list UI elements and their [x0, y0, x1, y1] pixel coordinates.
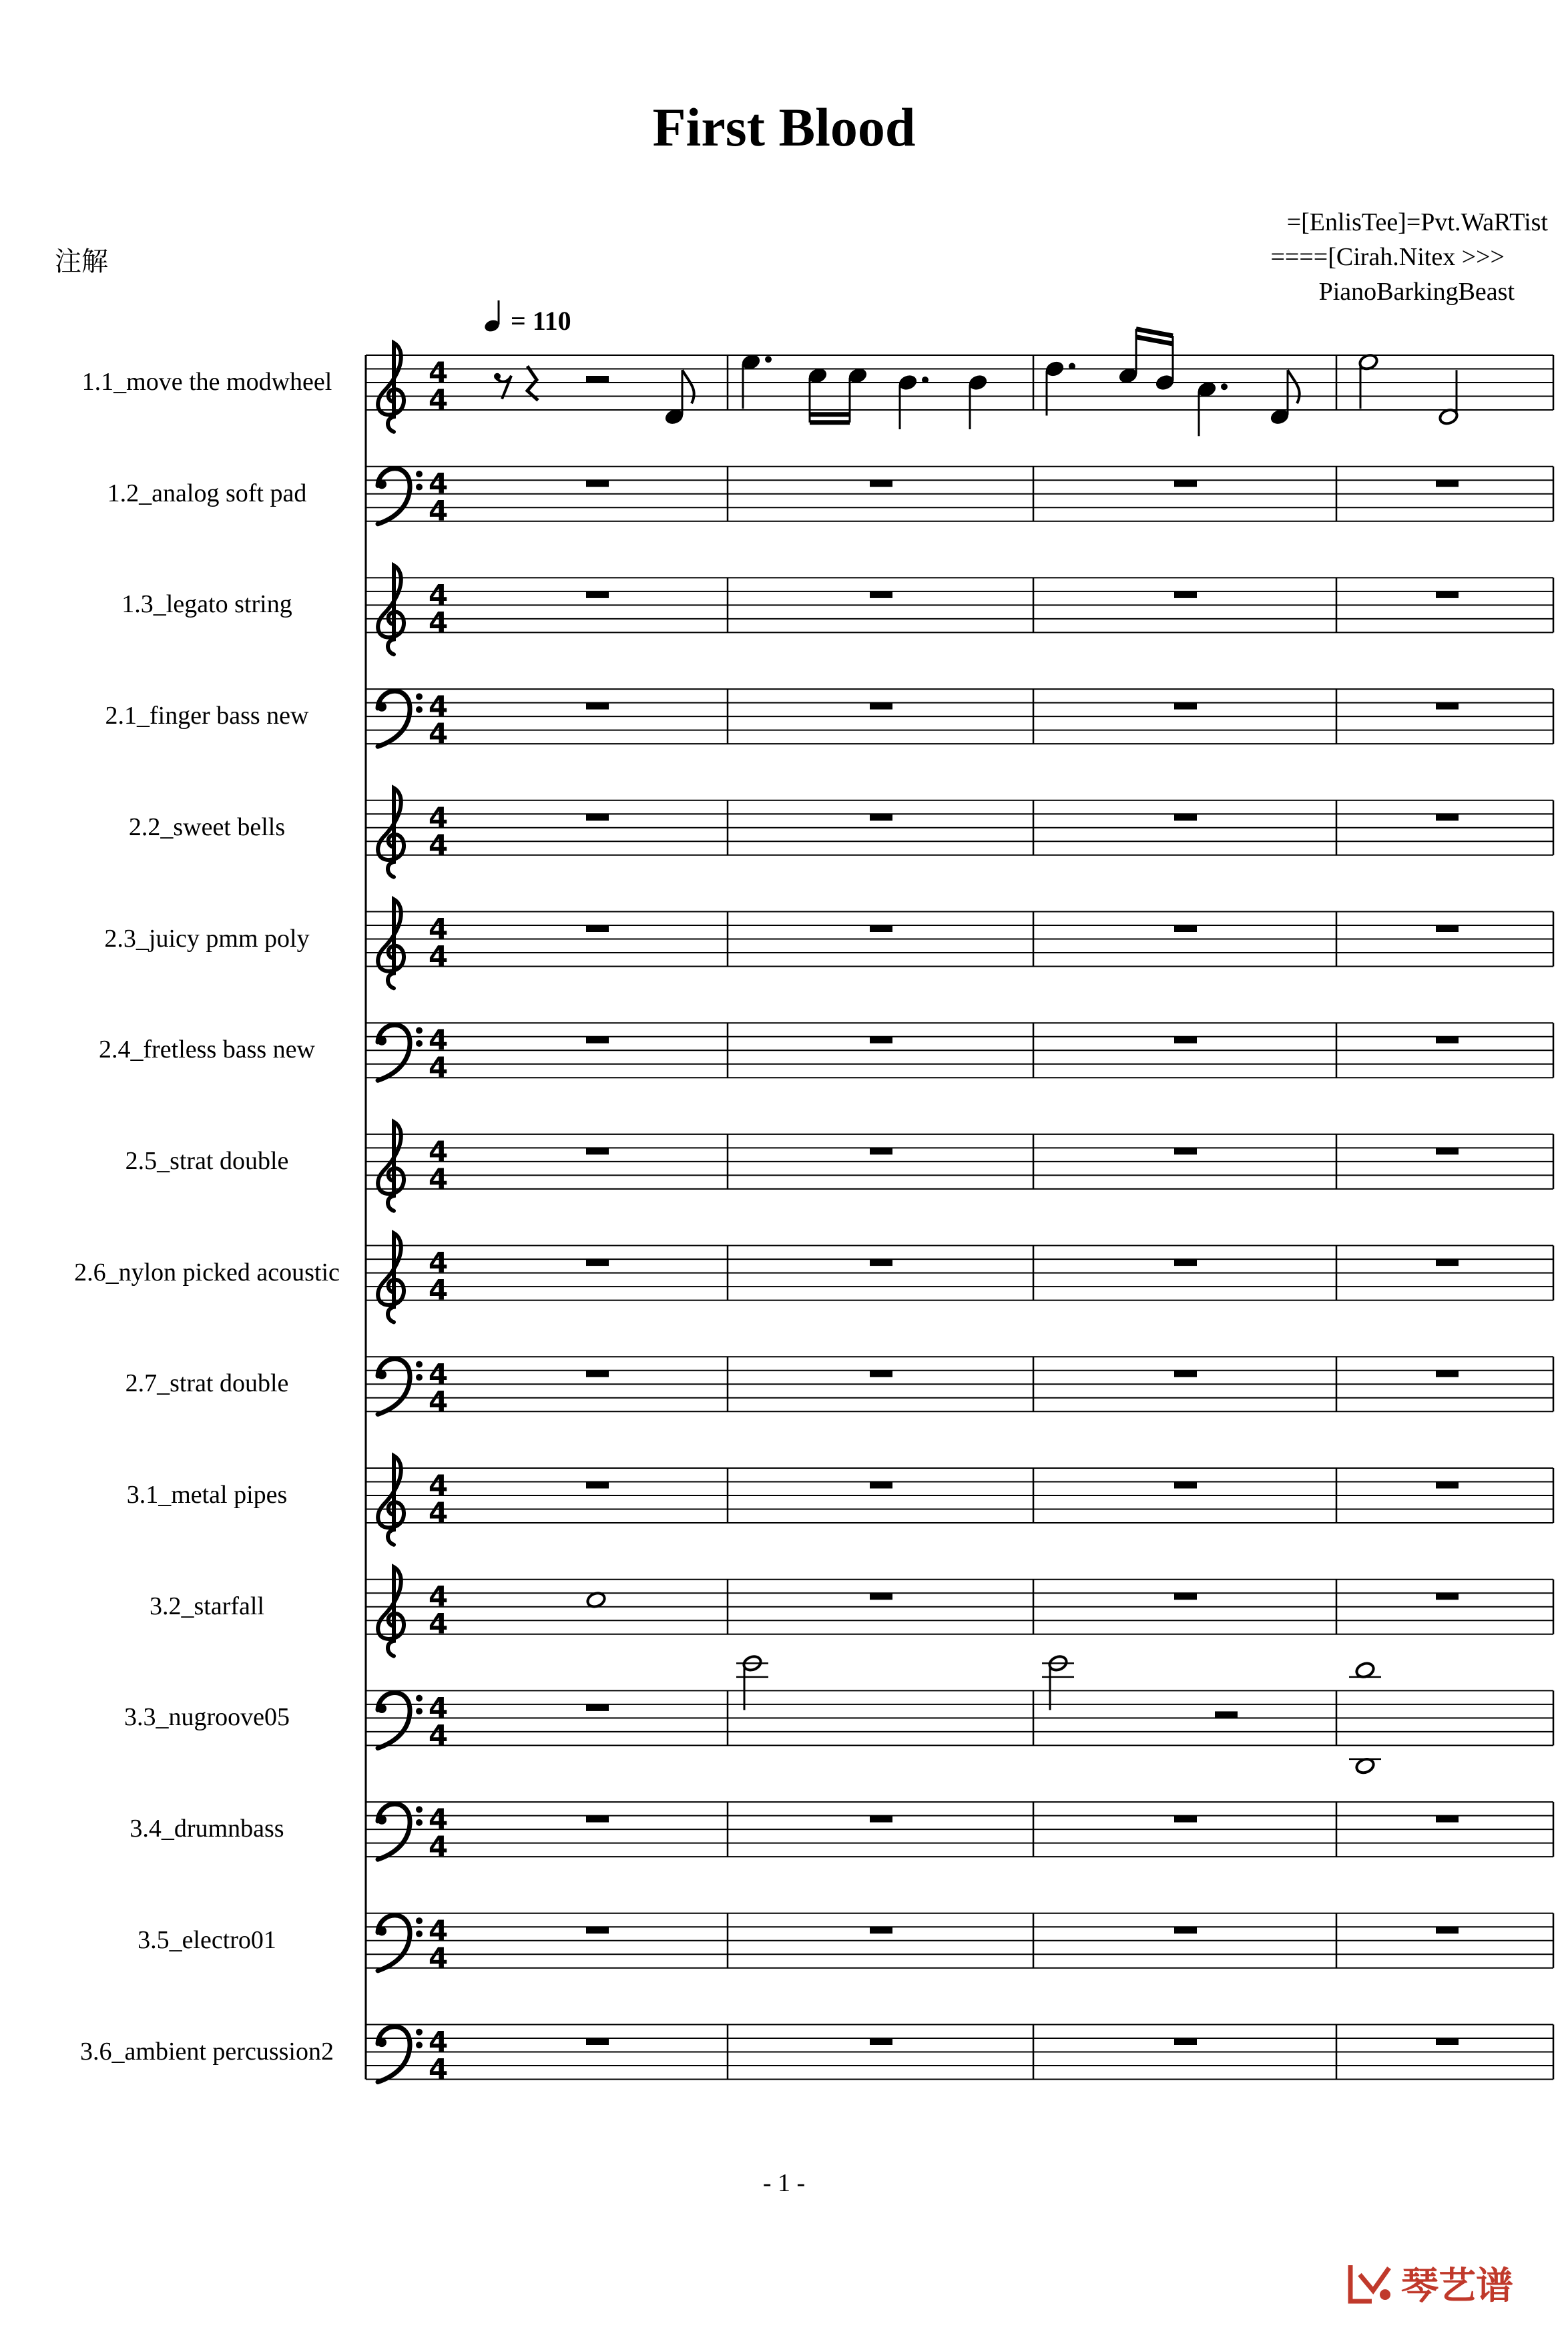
- time-signature-bottom: 4: [429, 1385, 449, 1418]
- whole-rest: [586, 1704, 609, 1711]
- whole-rest: [1436, 703, 1459, 710]
- whole-rest: [870, 1816, 892, 1823]
- whole-rest: [870, 592, 892, 598]
- time-signature-top: 4: [429, 1023, 449, 1057]
- whole-rest: [1436, 1037, 1459, 1043]
- whole-rest: [1174, 814, 1197, 821]
- whole-rest: [1174, 703, 1197, 710]
- whole-rest: [1436, 592, 1459, 598]
- instrument-label: 1.2_analog soft pad: [107, 479, 307, 507]
- bass-clef-dot-upper: [416, 2029, 423, 2036]
- whole-rest: [1174, 1927, 1197, 1933]
- treble-clef-icon: [378, 1233, 404, 1322]
- whole-rest: [586, 925, 609, 932]
- whole-rest: [1174, 1816, 1197, 1823]
- page-title: First Blood: [652, 97, 916, 158]
- instrument-label: 3.4_drumnbass: [129, 1815, 284, 1843]
- whole-rest: [1436, 1816, 1459, 1823]
- whole-rest: [1436, 480, 1459, 487]
- treble-clef-icon: [378, 788, 404, 877]
- bass-clef-dot-upper: [416, 1361, 423, 1368]
- time-signature-top: 4: [429, 1246, 449, 1279]
- bass-clef-icon: [378, 1915, 410, 1971]
- whole-rest: [586, 703, 609, 710]
- instrument-label: 3.2_starfall: [149, 1592, 264, 1620]
- whole-rest: [870, 480, 892, 487]
- logo-icon: [1345, 2260, 1396, 2307]
- time-signature-bottom: 4: [429, 1273, 449, 1307]
- instrument-label: 2.4_fretless bass new: [99, 1035, 315, 1064]
- whole-rest: [870, 703, 892, 710]
- time-signature-bottom: 4: [429, 1718, 449, 1752]
- bass-clef-dot-lower: [416, 483, 423, 490]
- time-signature-bottom: 4: [429, 1495, 449, 1529]
- whole-rest: [586, 814, 609, 821]
- instrument-label: 3.5_electro01: [138, 1925, 276, 1954]
- whole-rest: [586, 1482, 609, 1489]
- bass-clef-dot-lower: [416, 1374, 423, 1381]
- bass-clef-dot-upper: [416, 471, 423, 477]
- whole-rest: [1174, 1482, 1197, 1489]
- whole-rest: [586, 480, 609, 487]
- time-signature-bottom: 4: [429, 1607, 449, 1640]
- whole-rest: [1174, 1593, 1197, 1600]
- whole-rest: [1436, 1371, 1459, 1377]
- time-signature-top: 4: [429, 467, 449, 500]
- bass-clef-dot: [377, 1815, 386, 1825]
- time-signature-top: 4: [429, 1580, 449, 1613]
- note-beam: [1136, 329, 1173, 336]
- treble-clef-icon: [378, 1567, 404, 1656]
- annotation-label: 注解: [55, 246, 108, 277]
- whole-rest: [870, 814, 892, 821]
- instrument-label: 2.5_strat double: [125, 1146, 289, 1175]
- half-rest: [586, 376, 609, 383]
- whole-rest: [586, 1927, 609, 1933]
- note-flag: [1288, 370, 1300, 403]
- whole-rest: [870, 1259, 892, 1266]
- time-signature-top: 4: [429, 355, 449, 389]
- note-dot: [922, 377, 929, 383]
- time-signature-bottom: 4: [429, 494, 449, 527]
- bass-clef-dot-lower: [416, 2042, 423, 2048]
- whole-rest: [1174, 1259, 1197, 1266]
- bass-clef-dot-upper: [416, 1806, 423, 1813]
- whole-rest: [1436, 2038, 1459, 2045]
- watermark-logo: [1345, 2257, 1513, 2310]
- treble-clef-icon: [378, 343, 404, 432]
- whole-rest: [1436, 814, 1459, 821]
- bass-clef-icon: [378, 1359, 410, 1414]
- treble-clef-icon: [378, 565, 404, 654]
- note-dot: [765, 356, 772, 363]
- time-signature-bottom: 4: [429, 1941, 449, 1974]
- treble-clef-icon: [378, 1122, 404, 1210]
- time-signature-top: 4: [429, 912, 449, 945]
- note-beam: [1136, 337, 1173, 344]
- whole-rest: [586, 592, 609, 598]
- whole-rest: [870, 1593, 892, 1600]
- whole-rest: [1436, 1259, 1459, 1266]
- time-signature-bottom: 4: [429, 2052, 449, 2086]
- time-signature-top: 4: [429, 2025, 449, 2058]
- bass-clef-dot-upper: [416, 1027, 423, 1033]
- time-signature-bottom: 4: [429, 383, 449, 416]
- bass-clef-icon: [378, 1692, 410, 1748]
- bass-clef-icon: [378, 2027, 410, 2082]
- bass-clef-dot: [377, 1704, 386, 1713]
- instrument-label: 2.3_juicy pmm poly: [104, 924, 310, 953]
- time-signature-top: 4: [429, 690, 449, 723]
- whole-rest: [1174, 592, 1197, 598]
- instrument-label: 2.6_nylon picked acoustic: [74, 1258, 340, 1286]
- page-number: - 1 -: [762, 2169, 806, 2197]
- bass-clef-icon: [378, 691, 410, 746]
- bass-clef-dot-upper: [416, 1917, 423, 1924]
- bass-clef-dot: [377, 479, 386, 489]
- instrument-label: 2.2_sweet bells: [128, 812, 286, 841]
- whole-rest: [586, 1259, 609, 1266]
- bass-clef-dot-lower: [416, 1931, 423, 1937]
- time-signature-bottom: 4: [429, 828, 449, 861]
- instrument-label: 3.6_ambient percussion2: [80, 2037, 334, 2066]
- time-signature-top: 4: [429, 800, 449, 834]
- whole-rest: [1174, 925, 1197, 932]
- instrument-label: 1.3_legato string: [121, 590, 292, 619]
- time-signature-bottom: 4: [429, 717, 449, 750]
- time-signature-bottom: 4: [429, 1162, 449, 1195]
- quarter-rest: [527, 366, 538, 400]
- note-dot: [1069, 363, 1075, 370]
- whole-rest: [1436, 1593, 1459, 1600]
- bass-clef-icon: [378, 1025, 410, 1080]
- logo-text: 琴艺谱: [1401, 2265, 1513, 2308]
- whole-rest: [1436, 1482, 1459, 1489]
- bass-clef-dot-lower: [416, 1040, 423, 1047]
- whole-rest: [586, 1037, 609, 1043]
- time-signature-top: 4: [429, 1913, 449, 1947]
- whole-rest: [1436, 1148, 1459, 1154]
- bass-clef-dot-lower: [416, 706, 423, 713]
- instrument-label: 3.3_nugroove05: [123, 1703, 290, 1732]
- whole-rest: [870, 1927, 892, 1933]
- bass-clef-dot: [377, 1036, 386, 1045]
- bass-clef-dot-upper: [416, 693, 423, 700]
- whole-rest: [586, 1371, 609, 1377]
- bass-clef-dot-upper: [416, 1695, 423, 1702]
- note-dot: [1221, 383, 1228, 390]
- bass-clef-icon: [378, 1804, 410, 1859]
- bass-clef-dot-lower: [416, 1819, 423, 1826]
- bass-clef-dot: [377, 2038, 386, 2047]
- whole-rest: [586, 1148, 609, 1154]
- time-signature-top: 4: [429, 1468, 449, 1501]
- whole-rest: [870, 1371, 892, 1377]
- whole-rest: [870, 1482, 892, 1489]
- bass-clef-dot: [377, 1926, 386, 1935]
- treble-clef-icon: [378, 1456, 404, 1545]
- bass-clef-icon: [378, 469, 410, 524]
- whole-rest: [1436, 925, 1459, 932]
- half-rest: [1215, 1711, 1238, 1718]
- time-signature-bottom: 4: [429, 1051, 449, 1084]
- whole-rest: [870, 925, 892, 932]
- whole-rest: [1174, 1037, 1197, 1043]
- whole-rest: [1174, 1371, 1197, 1377]
- composer-credit-line-3: PianoBarkingBeast: [1318, 278, 1515, 306]
- eighth-rest-dot: [494, 373, 501, 380]
- whole-rest: [1174, 1148, 1197, 1154]
- tempo-value: = 110: [511, 306, 571, 336]
- bass-clef-dot: [377, 1370, 386, 1379]
- treble-clef-icon: [378, 899, 404, 988]
- instrument-label: 1.1_move the modwheel: [81, 368, 332, 396]
- composer-credit-line-2: ====[Cirah.Nitex >>>: [1270, 243, 1505, 271]
- bass-clef-dot-lower: [416, 1708, 423, 1714]
- instrument-label: 3.1_metal pipes: [126, 1481, 288, 1509]
- whole-rest: [870, 2038, 892, 2045]
- whole-rest: [586, 2038, 609, 2045]
- composer-credit-line-1: =[EnlisTee]=Pvt.WaRTist: [1286, 208, 1548, 236]
- whole-rest: [1436, 1927, 1459, 1933]
- time-signature-bottom: 4: [429, 1830, 449, 1863]
- note-flag: [682, 370, 694, 403]
- instrument-label: 2.7_strat double: [125, 1369, 289, 1398]
- whole-rest: [870, 1148, 892, 1154]
- whole-rest: [870, 1037, 892, 1043]
- whole-rest: [1174, 480, 1197, 487]
- time-signature-top: 4: [429, 1134, 449, 1168]
- time-signature-top: 4: [429, 1803, 449, 1836]
- instrument-label: 2.1_finger bass new: [105, 702, 309, 730]
- time-signature-top: 4: [429, 1357, 449, 1391]
- time-signature-top: 4: [429, 1691, 449, 1724]
- time-signature-bottom: 4: [429, 606, 449, 639]
- time-signature-top: 4: [429, 578, 449, 612]
- whole-rest: [586, 1816, 609, 1823]
- bass-clef-dot: [377, 702, 386, 712]
- time-signature-bottom: 4: [429, 939, 449, 973]
- whole-rest: [1174, 2038, 1197, 2045]
